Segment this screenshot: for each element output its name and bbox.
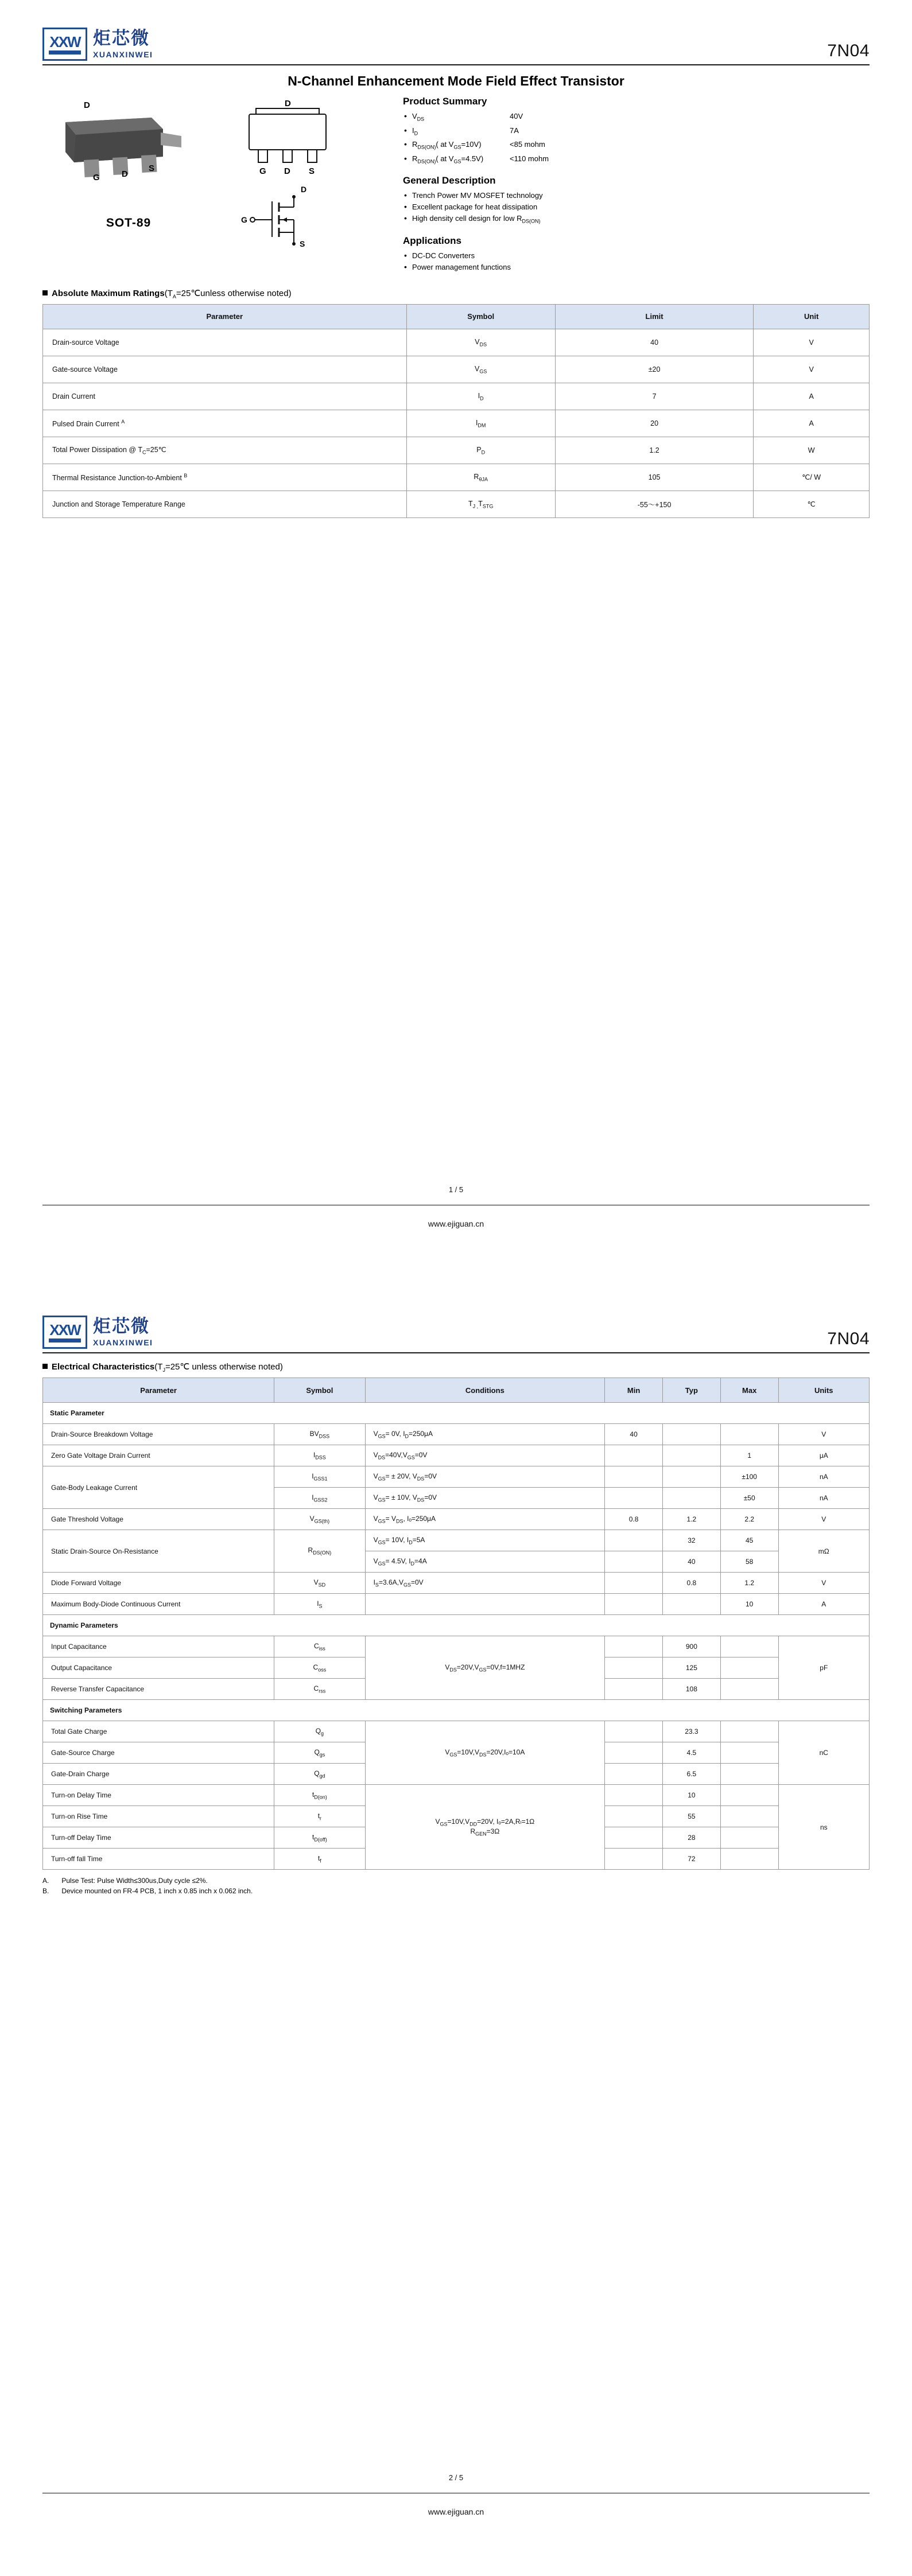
cell-conditions: $V_{DS}=40V,V_{GS}=0V$ (365, 1445, 605, 1466)
cell-units: pF (778, 1636, 869, 1700)
summary-condsub-2: GS (453, 144, 461, 150)
package-photo-column (42, 94, 215, 273)
applications-item-1: • Power management functions (403, 262, 870, 273)
cell-parameter: Turn-on Delay Time (43, 1785, 274, 1806)
cell-units: V (778, 1573, 869, 1594)
cell-max: 1.2 (720, 1573, 778, 1594)
table-row (43, 1573, 870, 1594)
cell-units: A (778, 1594, 869, 1615)
table-row (43, 437, 870, 464)
th-parameter: Parameter (43, 304, 407, 329)
cell-max (720, 1764, 778, 1785)
abs-max-title (42, 288, 870, 299)
cell-conditions: $V_{DS}=20V,V_{GS}=0V,f=1MHZ$ (365, 1636, 605, 1700)
cell-unit: A (754, 410, 870, 437)
abs-max-title-bold: Absolute Maximum Ratings (52, 288, 165, 298)
cell-max: ±50 (720, 1488, 778, 1509)
cell-max: 1 (720, 1445, 778, 1466)
cell-parameter: Reverse Transfer Capacitance (43, 1679, 274, 1700)
cell-limit: 40 (555, 329, 754, 356)
svg-text:D: D (301, 185, 307, 194)
company-logo-2 (42, 1316, 153, 1349)
part-number-p1: 7N04 (827, 41, 870, 60)
cell-typ (662, 1594, 720, 1615)
top-graphics-area (42, 94, 870, 273)
abs-max-title-tail: =25℃unless otherwise noted) (176, 288, 292, 298)
cell-symbol: $Q_{gd}$ (274, 1764, 365, 1785)
cell-typ: 1.2 (662, 1509, 720, 1530)
sot89-photo-icon (48, 99, 209, 185)
summary-val-3: <110 mohm (510, 154, 549, 163)
part-number-p2: 7N04 (827, 1329, 870, 1348)
cell-parameter: Gate-Body Leakage Current (43, 1466, 274, 1509)
cell-unit: V (754, 356, 870, 383)
elec-title-bold: Electrical Characteristics (52, 1362, 155, 1372)
cell-units: μA (778, 1445, 869, 1466)
page-header-2 (42, 1288, 870, 1349)
th-parameter: Parameter (43, 1378, 274, 1403)
cell-limit: -55～+150 (555, 491, 754, 517)
section-row-switching (43, 1700, 870, 1721)
summary-val-1: 7A (510, 126, 519, 135)
cell-min (605, 1657, 663, 1679)
cell-symbol: $t_{D(on)}$ (274, 1785, 365, 1806)
elec-title-tail: =25℃ unless otherwise noted) (165, 1362, 283, 1372)
cell-parameter: Gate-Drain Charge (43, 1764, 274, 1785)
cell-typ (662, 1445, 720, 1466)
general-description-item-0: • Trench Power MV MOSFET technology (403, 190, 870, 201)
cell-symbol: $BV_{DSS}$ (274, 1424, 365, 1445)
cell-max (720, 1657, 778, 1679)
cell-units: ns (778, 1785, 869, 1870)
logo-chinese-name-2: 炬芯微 (93, 1316, 150, 1337)
svg-text:G: G (259, 166, 266, 176)
header-divider-p2 (42, 1352, 870, 1353)
table-row (43, 491, 870, 517)
cell-symbol: $I_S$ (274, 1594, 365, 1615)
table-row (43, 329, 870, 356)
company-logo (42, 28, 153, 61)
table-row (43, 410, 870, 437)
cell-min (605, 1466, 663, 1488)
cell-symbol: $P_D$ (406, 437, 555, 464)
cell-typ: 23.3 (662, 1721, 720, 1742)
cell-parameter: Total Power Dissipation @ $T_C=25℃$ (43, 437, 407, 464)
svg-text:S: S (300, 239, 305, 248)
cell-min (605, 1806, 663, 1827)
cell-conditions: $V_{GS}= 0V$, $I_D=250\mu A$ (365, 1424, 605, 1445)
svg-text:G: G (241, 215, 247, 224)
cell-typ (662, 1488, 720, 1509)
cell-limit: 7 (555, 383, 754, 410)
cell-units: V (778, 1509, 869, 1530)
cell-min (605, 1445, 663, 1466)
cell-min (605, 1573, 663, 1594)
th-symbol: Symbol (274, 1378, 365, 1403)
cell-conditions: $V_{GS}= 10V$, $I_D=5A$ (365, 1530, 605, 1551)
cell-symbol: $I_{GSS2}$ (274, 1488, 365, 1509)
cell-min (605, 1721, 663, 1742)
section-label: Switching Parameters (43, 1700, 870, 1721)
table-row (43, 356, 870, 383)
summary-condsub-3: GS (453, 158, 461, 165)
logo-english-name-2: XUANXINWEI (93, 1338, 153, 1347)
logo-mark-text-2: XXW (49, 1321, 80, 1338)
cell-min (605, 1488, 663, 1509)
table-row (43, 1530, 870, 1551)
summary-sym-2: R (412, 140, 418, 149)
general-description-item-1: • Excellent package for heat dissipation (403, 201, 870, 213)
summary-sub-1: D (414, 130, 418, 137)
summary-val-0: 40V (510, 112, 523, 120)
logo-english-name: XUANXINWEI (93, 50, 153, 59)
cell-symbol: $C_{iss}$ (274, 1636, 365, 1657)
cell-symbol: $I_D$ (406, 383, 555, 410)
bullet-square-icon (42, 290, 48, 295)
bullet-square-icon-2 (42, 1364, 48, 1369)
section-label: Dynamic Parameters (43, 1615, 870, 1636)
cell-min (605, 1849, 663, 1870)
cell-typ: 40 (662, 1551, 720, 1573)
cell-symbol: $I_{DM}$ (406, 410, 555, 437)
summary-condtail-3: =4.5V) (461, 154, 484, 163)
section-label: Static Parameter (43, 1403, 870, 1424)
cell-typ: 125 (662, 1657, 720, 1679)
page-2 (0, 1288, 912, 2576)
cell-max (720, 1849, 778, 1870)
cell-unit: ℃/ W (754, 464, 870, 491)
cell-parameter: Drain-Source Breakdown Voltage (43, 1424, 274, 1445)
mosfet-symbol-icon (215, 184, 364, 262)
cell-parameter: Gate-source Voltage (43, 356, 407, 383)
th-symbol: Symbol (406, 304, 555, 329)
summary-cond-2: ( at V (436, 140, 454, 149)
package-outline-icon (215, 97, 364, 177)
summary-text-column (398, 94, 870, 273)
logo-mark-text: XXW (49, 33, 80, 50)
note-b-text: Device mounted on FR-4 PCB, 1 inch x 0.85 inch x 0.062 inch. (61, 1887, 253, 1895)
cell-symbol: $t_f$ (274, 1849, 365, 1870)
cell-symbol: $V_{SD}$ (274, 1573, 365, 1594)
abs-max-title-sub: A (172, 293, 176, 299)
cell-parameter: Junction and Storage Temperature Range (43, 491, 407, 517)
general-description-item-2-sub: DS(ON) (522, 218, 541, 224)
summary-sym-3: R (412, 154, 418, 163)
page-number-1: 1 / 5 (448, 1185, 464, 1194)
photo-label-d-top: D (84, 100, 90, 110)
cell-symbol: $Q_{gs}$ (274, 1742, 365, 1764)
summary-sym-1: I (412, 126, 414, 135)
cell-symbol: $t_{D(off)}$ (274, 1827, 365, 1849)
cell-parameter: Gate Threshold Voltage (43, 1509, 274, 1530)
note-a (42, 1875, 870, 1886)
cell-parameter: Pulsed Drain Current $^A$ (43, 410, 407, 437)
table-header-row (43, 304, 870, 329)
summary-cond-3: ( at V (436, 154, 454, 163)
cell-max: 45 (720, 1530, 778, 1551)
elec-title-rest: (T (154, 1362, 163, 1372)
table-row (43, 1636, 870, 1657)
cell-conditions: $V_{GS}= \pm 10V$, $V_{DS}=0V$ (365, 1488, 605, 1509)
summary-sub-3: DS(ON) (417, 158, 436, 165)
table-row (43, 1594, 870, 1615)
general-description-heading: General Description (403, 175, 496, 186)
note-b (42, 1886, 870, 1896)
cell-conditions: $V_{GS}= 4.5V$, $I_D=4A$ (365, 1551, 605, 1573)
cell-min (605, 1636, 663, 1657)
package-name: SOT-89 (106, 216, 152, 229)
cell-unit: W (754, 437, 870, 464)
cell-conditions: $V_{GS}=10V,V_{DD}=20V$, Iₒ=2A,Rₗ=1Ω $R_{GEN}=3\Omega$ (365, 1785, 605, 1870)
th-min: Min (605, 1378, 663, 1403)
document-title: N-Channel Enhancement Mode Field Effect Transistor (288, 73, 624, 88)
cell-typ: 72 (662, 1849, 720, 1870)
cell-min: 0.8 (605, 1509, 663, 1530)
cell-typ: 0.8 (662, 1573, 720, 1594)
cell-typ: 28 (662, 1827, 720, 1849)
cell-parameter: Output Capacitance (43, 1657, 274, 1679)
cell-symbol: $V_{GS(th)}$ (274, 1509, 365, 1530)
cell-min (605, 1827, 663, 1849)
cell-typ: 108 (662, 1679, 720, 1700)
cell-parameter: Thermal Resistance Junction-to-Ambient $^B$ (43, 464, 407, 491)
cell-parameter: Static Drain-Source On-Resistance (43, 1530, 274, 1573)
table-row (43, 1466, 870, 1488)
cell-max (720, 1785, 778, 1806)
summary-item-id (403, 125, 870, 139)
table-row (43, 1509, 870, 1530)
table-row (43, 383, 870, 410)
note-a-text: Pulse Test: Pulse Width≤300us,Duty cycle ≤2%. (61, 1877, 208, 1885)
elec-char-title (42, 1361, 870, 1373)
general-description-item-2 (403, 213, 870, 227)
general-description-item-2-text: High density cell design for low R (412, 214, 522, 223)
cell-typ: 900 (662, 1636, 720, 1657)
cell-symbol: $I_{DSS}$ (274, 1445, 365, 1466)
cell-parameter: Turn-off fall Time (43, 1849, 274, 1870)
table-row (43, 464, 870, 491)
th-typ: Typ (662, 1378, 720, 1403)
cell-unit: V (754, 329, 870, 356)
electrical-characteristics-table (42, 1378, 870, 1870)
cell-min (605, 1785, 663, 1806)
footer-url-p1: www.ejiguan.cn (428, 1219, 484, 1228)
table-row (43, 1424, 870, 1445)
product-summary-heading: Product Summary (403, 96, 487, 107)
cell-symbol: $T_{J ,}T_{STG}$ (406, 491, 555, 517)
header-divider-p1 (42, 64, 870, 65)
cell-symbol: $t_r$ (274, 1806, 365, 1827)
cell-max (720, 1742, 778, 1764)
cell-max (720, 1424, 778, 1445)
cell-max: 10 (720, 1594, 778, 1615)
cell-max: 58 (720, 1551, 778, 1573)
photo-label-s: S (149, 164, 155, 173)
cell-parameter: Drain-source Voltage (43, 329, 407, 356)
cell-typ: 6.5 (662, 1764, 720, 1785)
package-outline-column (215, 94, 398, 273)
footer-url-p2: www.ejiguan.cn (428, 2507, 484, 2516)
cell-symbol: $V_{GS}$ (406, 356, 555, 383)
applications-item-0: • DC-DC Converters (403, 250, 870, 262)
page-header (42, 0, 870, 61)
cell-max (720, 1721, 778, 1742)
svg-text:D: D (285, 99, 291, 108)
photo-label-d-bottom: D (122, 169, 128, 179)
cell-max: ±100 (720, 1466, 778, 1488)
summary-sub-2: DS(ON) (417, 144, 436, 150)
note-b-key: B. (42, 1887, 49, 1895)
cell-units: mΩ (778, 1530, 869, 1573)
cell-typ (662, 1424, 720, 1445)
cell-parameter: Maximum Body-Diode Continuous Current (43, 1594, 274, 1615)
table-header-row (43, 1378, 870, 1403)
cell-symbol: $Q_g$ (274, 1721, 365, 1742)
cell-min (605, 1742, 663, 1764)
cell-units: nA (778, 1466, 869, 1488)
cell-typ: 10 (662, 1785, 720, 1806)
applications-heading: Applications (403, 235, 462, 246)
cell-min (605, 1679, 663, 1700)
summary-condtail-2: =10V) (461, 140, 482, 149)
cell-limit: 20 (555, 410, 754, 437)
elec-title-sub: J (162, 1367, 165, 1373)
cell-parameter: Turn-off Delay Time (43, 1827, 274, 1849)
cell-typ: 4.5 (662, 1742, 720, 1764)
cell-parameter: Diode Forward Voltage (43, 1573, 274, 1594)
svg-text:S: S (309, 166, 315, 176)
table-notes (42, 1875, 870, 1896)
cell-conditions (365, 1594, 605, 1615)
cell-conditions: $I_S=3.6A,V_{GS}=0V$ (365, 1573, 605, 1594)
th-unit: Unit (754, 304, 870, 329)
cell-parameter: Zero Gate Voltage Drain Current (43, 1445, 274, 1466)
abs-max-title-rest: (T (164, 288, 173, 298)
cell-max: 2.2 (720, 1509, 778, 1530)
logo-mark-icon-2 (42, 1316, 87, 1349)
table-row (43, 1445, 870, 1466)
cell-min (605, 1764, 663, 1785)
cell-limit: 105 (555, 464, 754, 491)
cell-symbol: $C_{rss}$ (274, 1679, 365, 1700)
th-max: Max (720, 1378, 778, 1403)
cell-max (720, 1636, 778, 1657)
cell-units: nC (778, 1721, 869, 1785)
note-a-key: A. (42, 1877, 49, 1885)
th-units: Units (778, 1378, 869, 1403)
cell-limit: 1.2 (555, 437, 754, 464)
cell-typ: 55 (662, 1806, 720, 1827)
logo-mark-icon (42, 28, 87, 61)
cell-parameter: Total Gate Charge (43, 1721, 274, 1742)
cell-min: 40 (605, 1424, 663, 1445)
summary-val-2: <85 mohm (510, 140, 545, 149)
cell-symbol: $V_{DS}$ (406, 329, 555, 356)
cell-conditions: $V_{GS}= V_{DS}$, Iₒ=250μA (365, 1509, 605, 1530)
cell-symbol: $I_{GSS1}$ (274, 1466, 365, 1488)
cell-parameter: Drain Current (43, 383, 407, 410)
cell-min (605, 1530, 663, 1551)
summary-sub-0: DS (417, 116, 425, 122)
summary-item-vds (403, 111, 870, 125)
cell-symbol: $R_{DS(ON)}$ (274, 1530, 365, 1573)
section-row-static (43, 1403, 870, 1424)
cell-typ: 32 (662, 1530, 720, 1551)
cell-units: nA (778, 1488, 869, 1509)
cell-symbol: $C_{oss}$ (274, 1657, 365, 1679)
table-row (43, 1785, 870, 1806)
page-number-2: 2 / 5 (448, 2473, 464, 2482)
summary-sym-0: V (412, 112, 417, 120)
logo-chinese-name: 炬芯微 (93, 28, 150, 49)
cell-unit: A (754, 383, 870, 410)
cell-min (605, 1594, 663, 1615)
cell-limit: ±20 (555, 356, 754, 383)
package-photo (48, 99, 209, 185)
cell-unit: ℃ (754, 491, 870, 517)
cell-max (720, 1827, 778, 1849)
photo-label-g: G (93, 173, 100, 182)
cell-typ (662, 1466, 720, 1488)
section-row-dynamic (43, 1615, 870, 1636)
summary-item-rdson-45v (403, 153, 870, 168)
cell-units: V (778, 1424, 869, 1445)
cell-min (605, 1551, 663, 1573)
cell-parameter: Input Capacitance (43, 1636, 274, 1657)
absolute-maximum-ratings-table (42, 304, 870, 518)
summary-item-rdson-10v (403, 139, 870, 153)
cell-conditions: $V_{GS}= \pm 20V$, $V_{DS}=0V$ (365, 1466, 605, 1488)
svg-text:D: D (284, 166, 290, 176)
cell-max (720, 1679, 778, 1700)
th-limit: Limit (555, 304, 754, 329)
cell-max (720, 1806, 778, 1827)
cell-parameter: Gate-Source Charge (43, 1742, 274, 1764)
th-conditions: Conditions (365, 1378, 605, 1403)
table-row (43, 1721, 870, 1742)
cell-conditions: $V_{GS}=10V,V_{DS}=20V,I_o=10A$ (365, 1721, 605, 1785)
cell-parameter: Turn-on Rise Time (43, 1806, 274, 1827)
cell-symbol: $R_{\theta JA}$ (406, 464, 555, 491)
